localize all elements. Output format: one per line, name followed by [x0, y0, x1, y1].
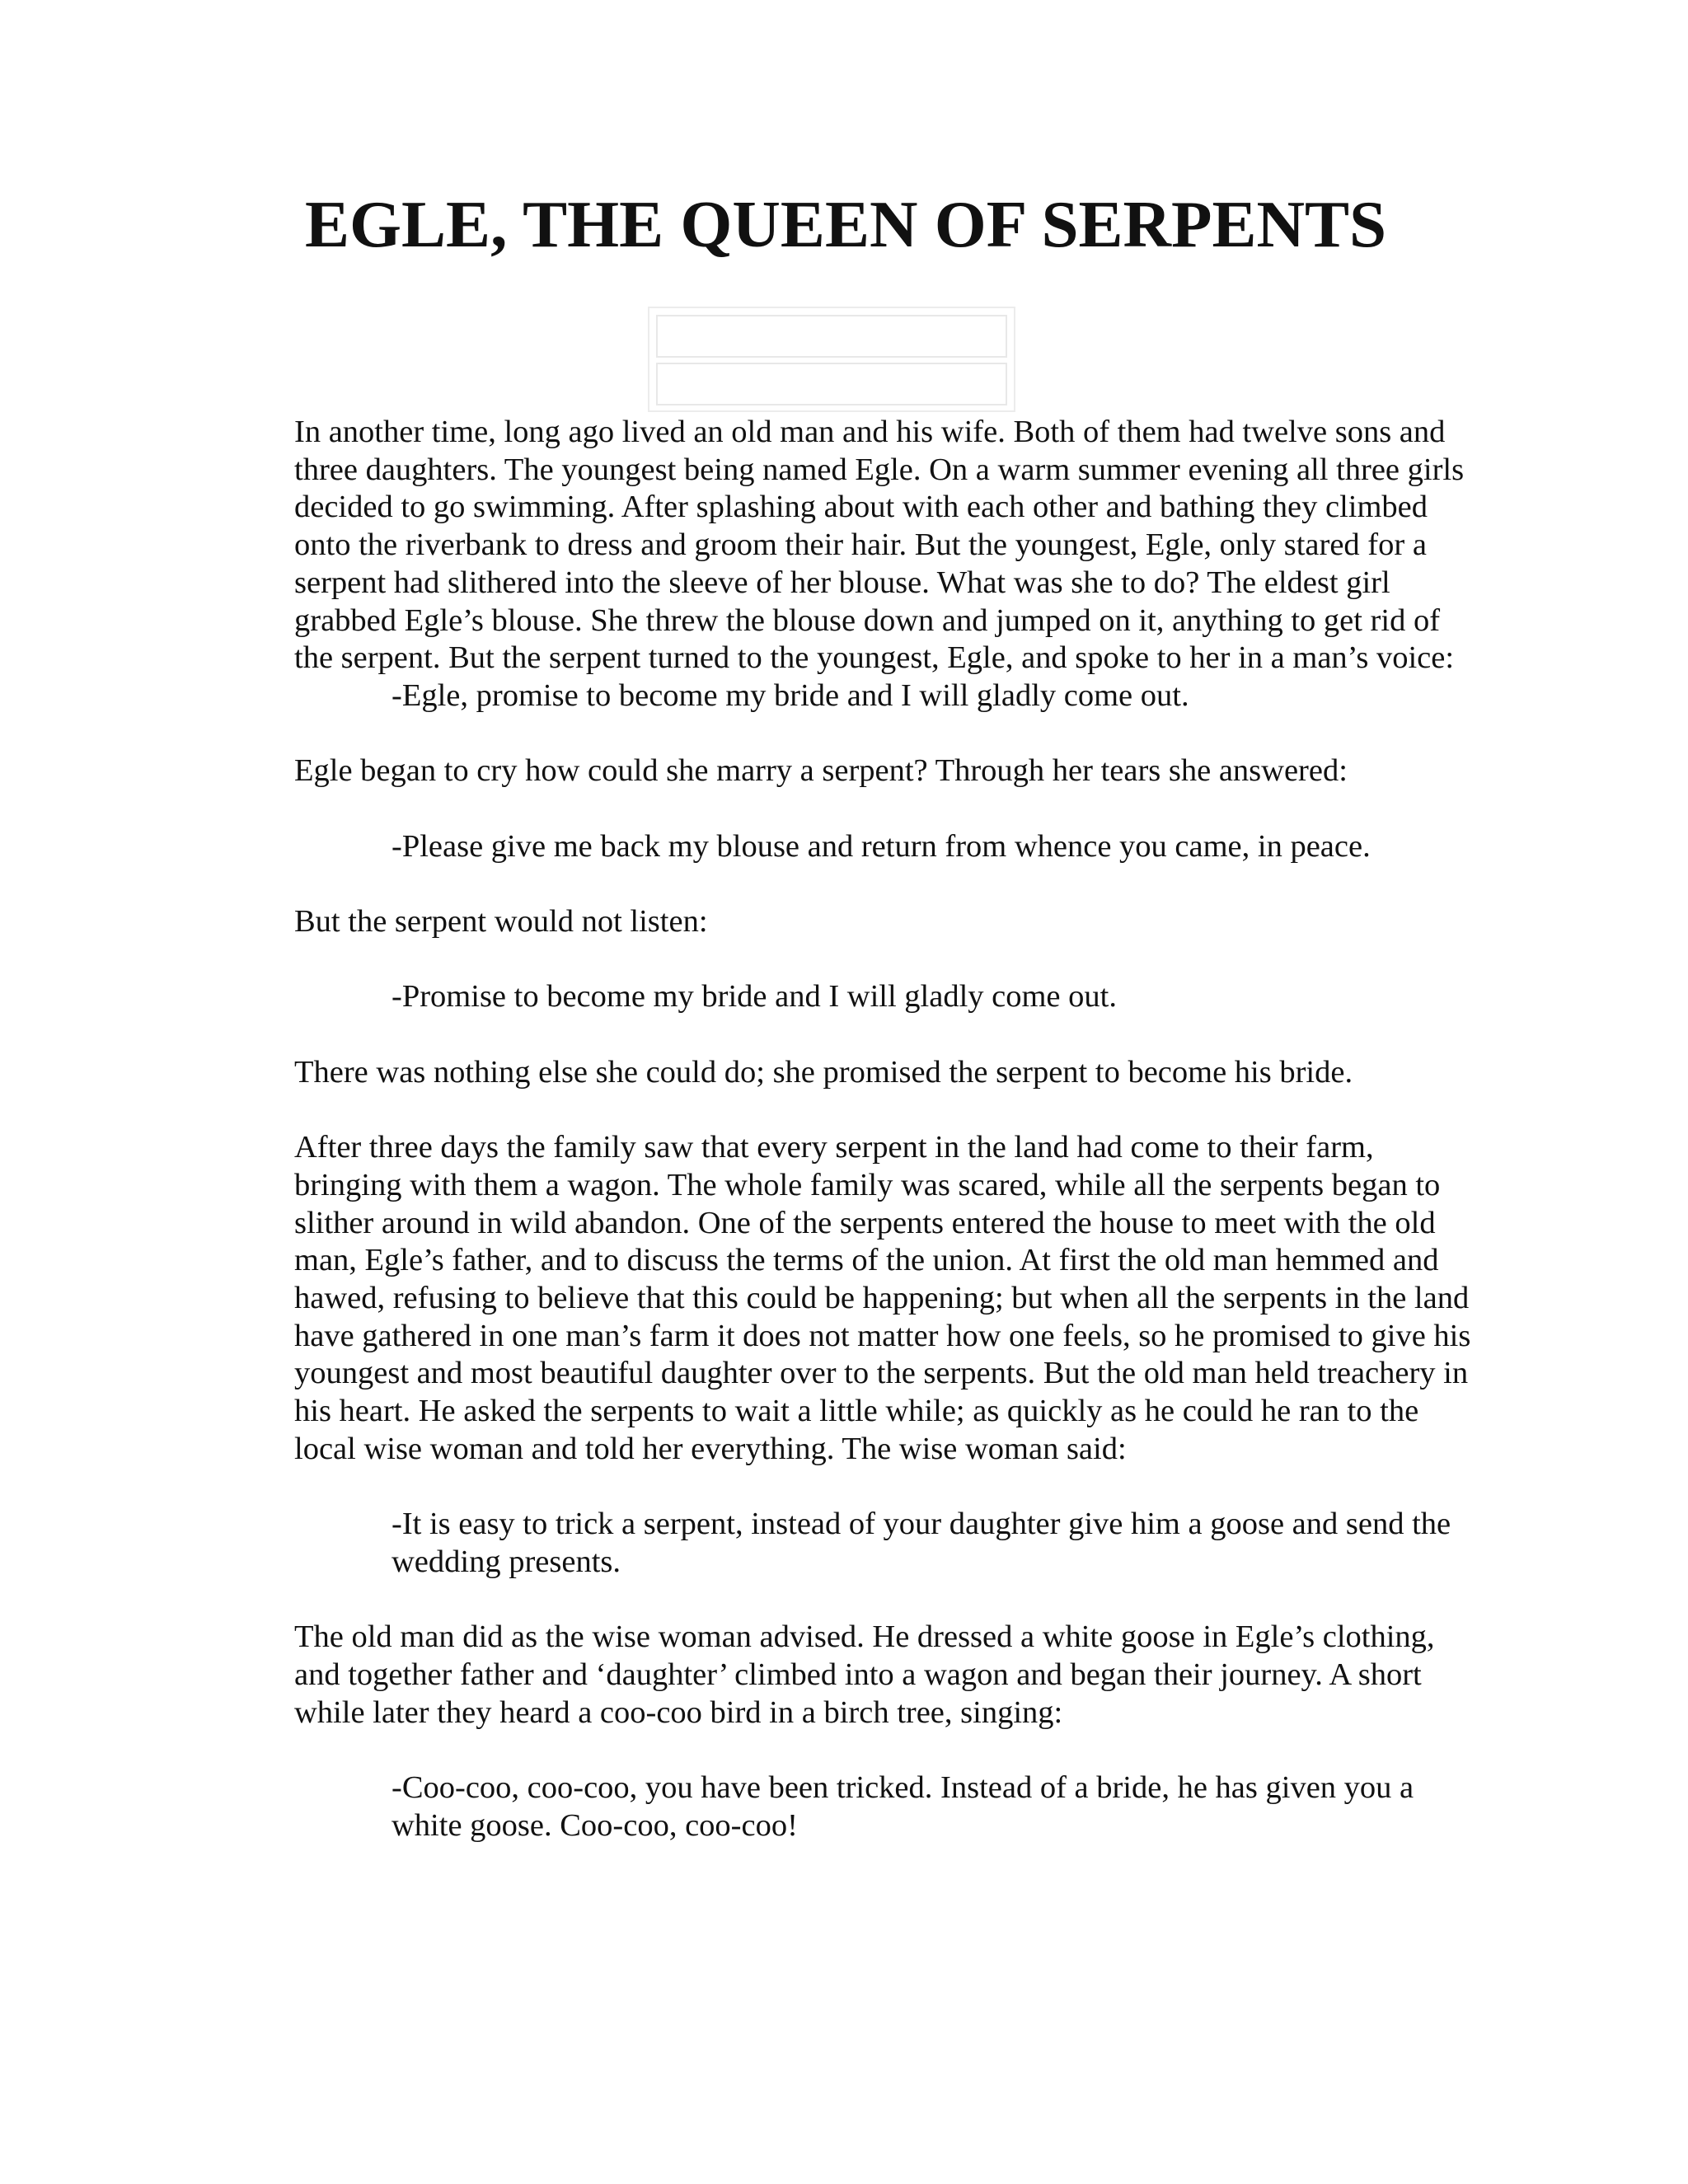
paragraph: There was nothing else she could do; she promised the serpent to become his bride.	[294, 1054, 1353, 1090]
paragraph: In another time, long ago lived an old man and his wife. Both of them had twelve sons and three daughters. The youngest being named Egle. On a warm summer evening all three girls decided to go swimming. After splashing about with each other and bathing they climbed onto the riverbank to dress and groom their hair. But the youngest, Egle, only stared for a serpent had slithered into the sleeve of her blouse. What was she to do? The eldest girl grabbed Egle’s blouse. She threw the blouse down and jumped on it, anything to get rid of the serpent. But the serpent turned to the youngest, Egle, and spoke to her in a man’s voice:	[294, 415, 1465, 676]
empty-frame-row	[656, 315, 1007, 358]
paragraph: After three days the family saw that every serpent in the land had come to their farm, bringing with them a wagon. The whole family was scared, while all the serpents began to slither around in wild abandon. One of the serpents entered the house to meet with the old man, Egle’s father, and to discuss the terms of the union. At first the old man hemmed and hawed, refusing to believe that this could be happening; but when all the serpents in the land have gathered in one man’s farm it does not matter how one feels, so he promised to give his youngest and most beautiful daughter over to the serpents. But the old man held treachery in his heart. He asked the serpents to wait a little while; as quickly as he could he ran to the local wise woman and told her everything. The wise woman said:	[294, 1130, 1471, 1466]
story-body	[294, 414, 1481, 1845]
empty-frame-row	[656, 363, 1007, 405]
empty-frame-box	[648, 307, 1015, 412]
paragraph: Egle began to cry how could she marry a serpent? Through her tears she answered:	[294, 753, 1348, 789]
page-title: EGLE, THE QUEEN OF SERPENTS	[305, 187, 1387, 261]
dialogue-line: -Please give me back my blouse and return from whence you came, in peace.	[392, 828, 1371, 864]
paragraph: But the serpent would not listen:	[294, 904, 708, 940]
dialogue-line: -Promise to become my bride and I will gladly come out.	[392, 979, 1117, 1015]
dialogue-line: -It is easy to trick a serpent, instead of your daughter give him a goose and send the wedding presents.	[392, 1507, 1451, 1579]
dialogue-line: -Egle, promise to become my bride and I will gladly come out.	[392, 677, 1189, 713]
dialogue-line: -Coo-coo, coo-coo, you have been tricked. Instead of a bride, he has given you a white goose. Coo-coo, coo-coo!	[392, 1770, 1414, 1843]
paragraph: The old man did as the wise woman advised. He dressed a white goose in Egle’s clothing, and together father and ‘daughter’ climbed into a wagon and began their journey. A short while later they heard a coo-coo bird in a birch tree, singing:	[294, 1619, 1435, 1730]
